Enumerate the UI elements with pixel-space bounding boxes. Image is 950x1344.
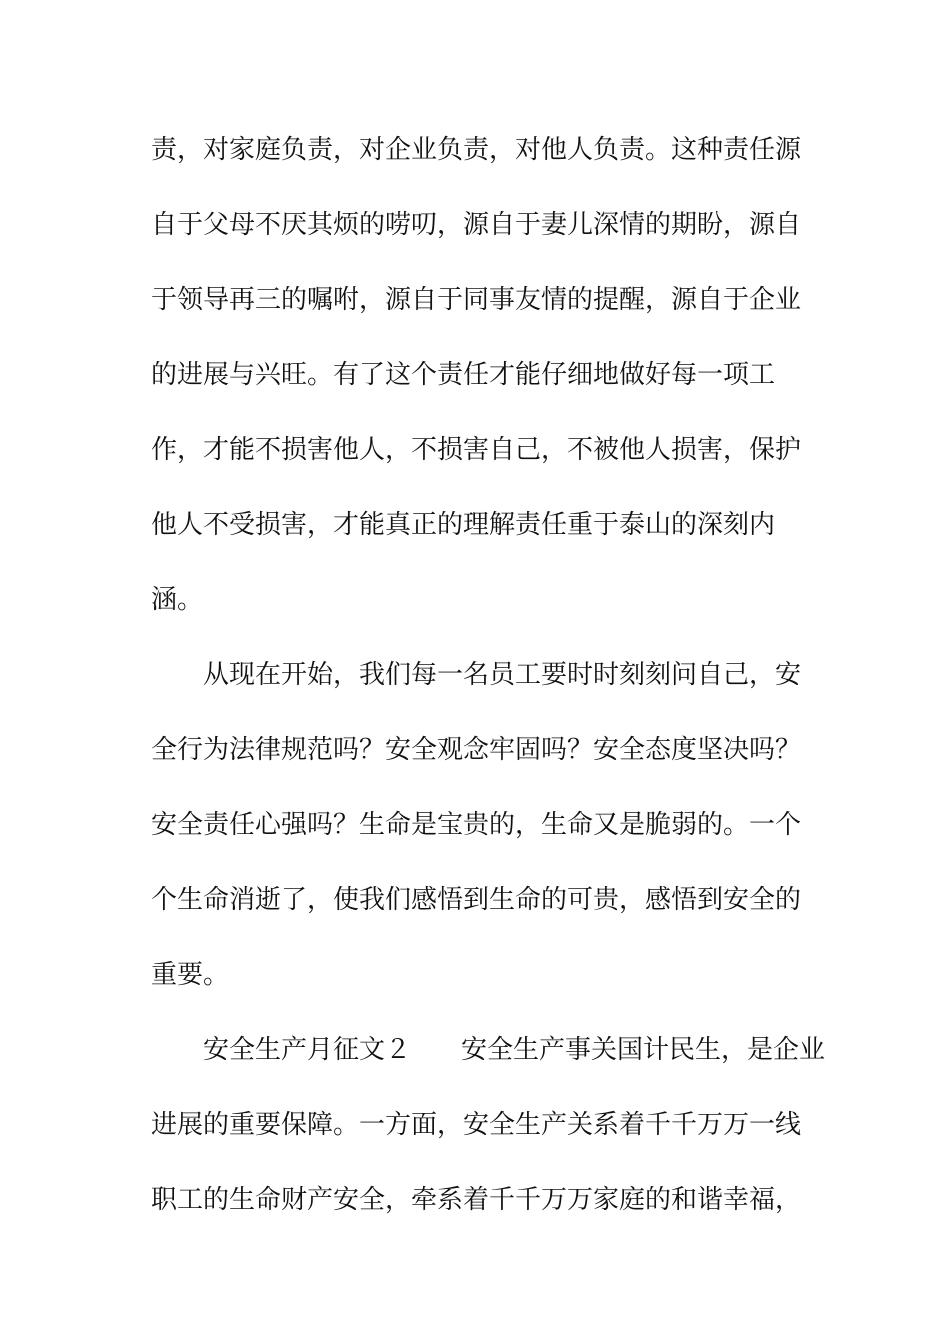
paragraph-line-9: 全行为法律规范吗？安全观念牢固吗？安全态度坚决吗？ — [151, 735, 802, 765]
section-title: 安全生产月征文２ — [203, 1035, 412, 1065]
paragraph-line-10: 安全责任心强吗？生命是宝贵的，生命又是脆弱的。一个 — [151, 810, 802, 840]
paragraph-line-3: 于领导再三的嘱咐，源自于同事友情的提醒，源自于企业 — [151, 285, 802, 315]
paragraph-line-6: 他人不受损害，才能真正的理解责任重于泰山的深刻内 — [151, 510, 776, 540]
paragraph-line-4: 的进展与兴旺。有了这个责任才能仔细地做好每一项工 — [151, 360, 776, 390]
paragraph-line-11: 个生命消逝了，使我们感悟到生命的可贵，感悟到安全的 — [151, 885, 802, 915]
section-intro-text: 安全生产事关国计民生，是企业 — [461, 1035, 826, 1065]
paragraph-line-14: 职工的生命财产安全，牵系着千千万万家庭的和谐幸福， — [151, 1185, 802, 1215]
paragraph-line-13: 进展的重要保障。一方面，安全生产关系着千千万万一线 — [151, 1110, 802, 1140]
paragraph-line-5: 作，才能不损害他人，不损害自己，不被他人损害，保护 — [151, 435, 802, 465]
section-heading-line — [203, 1033, 825, 1067]
paragraph-line-7: 涵。 — [151, 585, 204, 615]
paragraph-line-2: 自于父母不厌其烦的唠叨，源自于妻儿深情的期盼，源自 — [151, 210, 802, 240]
paragraph-line-8: 从现在开始，我们每一名员工要时时刻刻问自己，安 — [203, 660, 802, 690]
paragraph-line-1: 责，对家庭负责，对企业负责，对他人负责。这种责任源 — [151, 135, 802, 165]
paragraph-line-12: 重要。 — [151, 960, 230, 990]
